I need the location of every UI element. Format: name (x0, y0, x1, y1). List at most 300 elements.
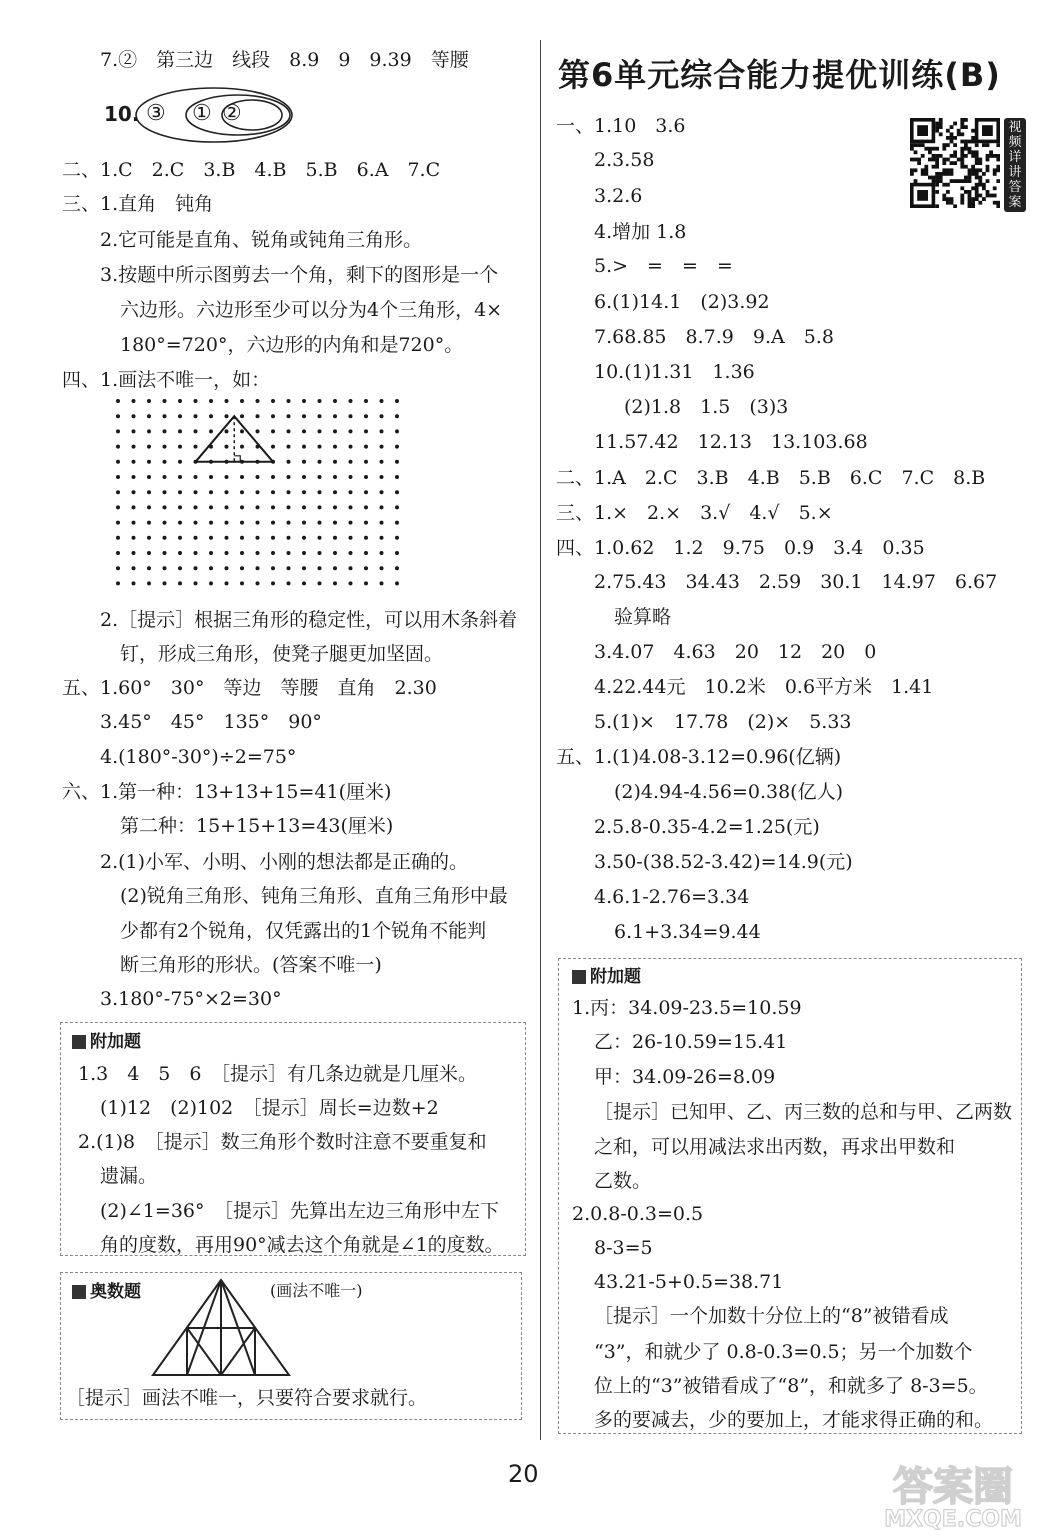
grid-dot (302, 536, 306, 540)
grid-dot (116, 505, 120, 509)
answer-line: 6.1+3.34=9.44 (614, 921, 761, 943)
grid-dot (271, 429, 275, 433)
grid-dot (147, 414, 151, 418)
grid-dot (240, 414, 244, 418)
extra-questions-title: 附加题 (90, 1032, 141, 1052)
qr-code-icon[interactable] (910, 118, 1000, 208)
extra-line: 多的要减去，少的要加上，才能求得正确的和。 (594, 1409, 994, 1431)
grid-dot (271, 551, 275, 555)
grid-dot (395, 581, 399, 585)
grid-dot (225, 414, 229, 418)
grid-dot (333, 581, 337, 585)
grid-dot (271, 536, 275, 540)
answer-line: 6.(1)14.1 (2)3.92 (594, 291, 770, 313)
grid-dot (240, 490, 244, 494)
grid-dot (132, 566, 136, 570)
extra-line: 1.丙：34.09-23.5=10.59 (572, 997, 802, 1019)
grid-dot (178, 505, 182, 509)
grid-dot (240, 505, 244, 509)
grid-dot (364, 445, 368, 449)
answer-line: 2.75.43 34.43 2.59 30.1 14.97 6.67 (594, 571, 998, 593)
answer-line: 验算略 (614, 606, 672, 628)
grid-dot (225, 475, 229, 479)
grid-dot (287, 414, 291, 418)
grid-dot (318, 551, 322, 555)
grid-dot (132, 521, 136, 525)
grid-dot (116, 475, 120, 479)
grid-dot (349, 581, 353, 585)
extra-line: ［提示］已知甲、乙、丙三数的总和与甲、乙两数 (594, 1101, 1013, 1123)
grid-dot (333, 460, 337, 464)
grid-dot (271, 490, 275, 494)
grid-dot (178, 414, 182, 418)
answer-line: 180°=720°，六边形的内角和是720°。 (120, 334, 464, 356)
grid-dot (318, 566, 322, 570)
answer-line: 5.(1)× 17.78 (2)× 5.33 (594, 711, 852, 733)
answer-line: 五、1.(1)4.08-3.12=0.96(亿辆) (556, 746, 842, 768)
grid-dot (178, 566, 182, 570)
grid-dot (209, 505, 213, 509)
venn-circle-outer: ③ (146, 101, 166, 126)
answer-line: 4.增加 1.8 (594, 221, 687, 243)
grid-dot (271, 581, 275, 585)
grid-dot (178, 536, 182, 540)
grid-dot (380, 581, 384, 585)
answer-line: 3.2.6 (594, 185, 643, 207)
grid-dot (225, 581, 229, 585)
grid-dot (349, 521, 353, 525)
answer-line: 二、1.A 2.C 3.B 4.B 5.B 6.C 7.C 8.B (556, 467, 986, 489)
grid-dot (333, 445, 337, 449)
grid-dot (380, 475, 384, 479)
answer-line: 钉，形成三角形，使凳子腿更加坚固。 (120, 643, 444, 665)
grid-dot (318, 414, 322, 418)
answer-line: 4.6.1-2.76=3.34 (594, 886, 750, 908)
grid-dot (349, 429, 353, 433)
q10-label: 10. (104, 102, 140, 126)
grid-dot (116, 399, 120, 403)
grid-dot (333, 490, 337, 494)
extra-line: 之和，可以用减法求出丙数，再求出甲数和 (594, 1136, 956, 1158)
grid-dot (194, 521, 198, 525)
grid-dot (287, 581, 291, 585)
section-marker-icon (572, 970, 586, 984)
grid-dot (364, 581, 368, 585)
grid-dot (302, 521, 306, 525)
answer-line: 7.② 第三边 线段 8.9 9 9.39 等腰 (100, 49, 469, 71)
grid-dot (116, 490, 120, 494)
grid-dot (209, 475, 213, 479)
grid-dot (225, 505, 229, 509)
grid-dot (147, 445, 151, 449)
column-divider (540, 40, 541, 1440)
grid-dot (349, 505, 353, 509)
watermark-logo (858, 1456, 1048, 1532)
grid-dot (132, 475, 136, 479)
grid-dot (318, 475, 322, 479)
grid-dot (194, 566, 198, 570)
answer-line: 第二种：15+15+13=43(厘米) (120, 815, 394, 837)
grid-dot (349, 566, 353, 570)
grid-dot (194, 429, 198, 433)
grid-dot (194, 475, 198, 479)
grid-dot (318, 490, 322, 494)
grid-dot (178, 475, 182, 479)
grid-dot (132, 414, 136, 418)
grid-dot (194, 536, 198, 540)
grid-dot (364, 475, 368, 479)
grid-dot (302, 460, 306, 464)
grid-dot (349, 536, 353, 540)
grid-dot (163, 460, 167, 464)
grid-dot (287, 566, 291, 570)
answer-line: 断三角形的形状。(答案不唯一) (120, 954, 382, 976)
grid-dot (380, 399, 384, 403)
grid-dot (225, 445, 229, 449)
grid-dot (364, 460, 368, 464)
page-number: 20 (508, 1460, 539, 1488)
answer-line: 10.(1)1.31 1.36 (594, 361, 755, 383)
extra-line: 8-3=5 (594, 1237, 653, 1259)
grid-dot (271, 566, 275, 570)
answer-line: 3.45° 45° 135° 90° (100, 711, 322, 733)
grid-dot (147, 429, 151, 433)
grid-dot (178, 445, 182, 449)
grid-dot (240, 445, 244, 449)
grid-dot (302, 551, 306, 555)
grid-dot (287, 536, 291, 540)
grid-dot (380, 566, 384, 570)
grid-dot (209, 490, 213, 494)
grid-dot (225, 551, 229, 555)
grid-dot (256, 566, 260, 570)
grid-dot (271, 445, 275, 449)
grid-dot (163, 429, 167, 433)
answer-line: 四、1.画法不唯一，如： (62, 369, 271, 391)
grid-dot (163, 445, 167, 449)
extra-line: (1)12 (2)102 ［提示］周长=边数+2 (100, 1097, 439, 1119)
grid-dot (132, 551, 136, 555)
grid-dot (256, 475, 260, 479)
extra-line: (2)∠1=36° ［提示］先算出左边三角形中左下 (100, 1200, 500, 1222)
answer-line: (2)1.8 1.5 (3)3 (624, 396, 789, 418)
extra-line: 乙：26-10.59=15.41 (594, 1031, 788, 1053)
grid-dot (225, 399, 229, 403)
grid-dot (395, 536, 399, 540)
venn-diagram (96, 84, 306, 146)
grid-dot (147, 551, 151, 555)
qr-label: 视频详讲答案 (1004, 118, 1026, 212)
grid-dot (256, 536, 260, 540)
grid-dot (194, 505, 198, 509)
grid-dot (116, 566, 120, 570)
grid-dot (333, 414, 337, 418)
grid-dot (132, 460, 136, 464)
grid-dot (302, 505, 306, 509)
grid-dot (209, 399, 213, 403)
extra-questions-title-right: 附加题 (590, 967, 641, 987)
grid-dot (209, 536, 213, 540)
grid-dot (116, 429, 120, 433)
grid-dot (318, 521, 322, 525)
grid-dot (163, 581, 167, 585)
grid-dot (116, 445, 120, 449)
grid-dot (364, 536, 368, 540)
grid-dot (256, 399, 260, 403)
answer-line: 一、1.10 3.6 (556, 115, 686, 137)
answer-line: 11.57.42 12.13 13.103.68 (594, 431, 868, 453)
grid-dot (194, 490, 198, 494)
venn-circle-inner: ② (222, 101, 242, 126)
grid-dot (147, 581, 151, 585)
grid-dot (147, 521, 151, 525)
grid-dot (380, 414, 384, 418)
olympiad-heading (72, 1277, 141, 1302)
section-marker-icon (72, 1285, 86, 1299)
grid-dot (395, 414, 399, 418)
grid-dot (349, 414, 353, 418)
extra-line: 位上的“3”被错看成了“8”，和就多了 8-3=5。 (594, 1375, 988, 1397)
grid-dot (132, 490, 136, 494)
grid-dot (318, 505, 322, 509)
grid-dot (256, 414, 260, 418)
answer-line: 2.3.58 (594, 149, 655, 171)
grid-dot (333, 551, 337, 555)
grid-dot (240, 429, 244, 433)
grid-dot (163, 566, 167, 570)
grid-dot (318, 445, 322, 449)
grid-dot (225, 536, 229, 540)
section-marker-icon (72, 1035, 86, 1049)
grid-dot (116, 536, 120, 540)
grid-dot (209, 414, 213, 418)
answer-line: 3.180°-75°×2=30° (100, 988, 282, 1010)
grid-dot (302, 445, 306, 449)
grid-dot (364, 521, 368, 525)
answer-line: 3.按题中所示图剪去一个角，剩下的图形是一个 (100, 264, 499, 286)
grid-dot (256, 551, 260, 555)
grid-dot (287, 399, 291, 403)
grid-dot (209, 566, 213, 570)
grid-dot (194, 551, 198, 555)
grid-dot (287, 490, 291, 494)
grid-dot (364, 551, 368, 555)
grid-dot (163, 551, 167, 555)
grid-dot (163, 505, 167, 509)
grid-dot (256, 521, 260, 525)
answer-line: 三、1.直角 钝角 (62, 193, 214, 215)
section-title: 第6单元综合能力提优训练(B) (558, 56, 1001, 94)
grid-dot (302, 429, 306, 433)
answer-line: 四、1.0.62 1.2 9.75 0.9 3.4 0.35 (556, 537, 925, 559)
answer-line: (2)4.94-4.56=0.38(亿人) (614, 781, 843, 803)
answer-line: 三、1.× 2.× 3.√ 4.√ 5.× (556, 502, 833, 524)
grid-dot (163, 536, 167, 540)
grid-dot (395, 521, 399, 525)
grid-dot (240, 399, 244, 403)
extra-line: 43.21-5+0.5=38.71 (594, 1271, 784, 1293)
grid-dot (116, 581, 120, 585)
grid-dot (178, 460, 182, 464)
extra-line: 2.(1)8 ［提示］数三角形个数时注意不要重复和 (78, 1131, 487, 1153)
grid-dot (271, 399, 275, 403)
grid-dot (318, 399, 322, 403)
grid-dot (380, 521, 384, 525)
grid-dot (349, 551, 353, 555)
grid-dot (256, 505, 260, 509)
grid-dot (333, 536, 337, 540)
grid-dot (287, 521, 291, 525)
grid-dot (256, 429, 260, 433)
answer-line: 2.它可能是直角、锐角或钝角三角形。 (100, 229, 423, 251)
answer-line: 少都有2个锐角，仅凭露出的1个锐角不能判 (120, 920, 487, 942)
grid-dot (163, 475, 167, 479)
grid-dot (194, 399, 198, 403)
grid-dot (395, 505, 399, 509)
grid-dot (287, 460, 291, 464)
answer-line: 7.68.85 8.7.9 9.A 5.8 (594, 326, 834, 348)
grid-dot (271, 475, 275, 479)
svg-text:MXQE.COM: MXQE.COM (884, 1507, 1022, 1532)
grid-dot (380, 490, 384, 494)
answer-line: 4.22.44元 10.2米 0.6平方米 1.41 (594, 676, 934, 698)
grid-dot (163, 399, 167, 403)
triangle-figure (150, 1278, 292, 1378)
grid-dot (116, 414, 120, 418)
grid-dot (147, 399, 151, 403)
answer-line: 五、1.60° 30° 等边 等腰 直角 2.30 (62, 677, 437, 699)
grid-dot (318, 429, 322, 433)
grid-dot (333, 429, 337, 433)
grid-dot (147, 475, 151, 479)
grid-dot (349, 475, 353, 479)
extra-line: 甲：34.09-26=8.09 (594, 1066, 776, 1088)
grid-dot (302, 475, 306, 479)
extra-line: 角的度数，再用90°减去这个角就是∠1的度数。 (100, 1234, 504, 1256)
extra-line: “3”，和就少了 0.8-0.3=0.5；另一个加数个 (594, 1341, 973, 1363)
grid-dot (395, 429, 399, 433)
olympiad-note: (画法不唯一) (270, 1281, 363, 1300)
grid-dot (333, 566, 337, 570)
grid-dot (178, 581, 182, 585)
grid-dot (256, 581, 260, 585)
grid-dot (395, 566, 399, 570)
grid-dot (194, 581, 198, 585)
grid-dot (240, 536, 244, 540)
grid-dot (132, 536, 136, 540)
extra-line: 2.0.8-0.3=0.5 (572, 1203, 704, 1225)
grid-dot (287, 429, 291, 433)
grid-dot (240, 551, 244, 555)
answer-line: 六边形。六边形至少可以分为4个三角形，4× (120, 299, 503, 321)
grid-dot (287, 445, 291, 449)
grid-dot (364, 414, 368, 418)
grid-dot (318, 460, 322, 464)
grid-dot (178, 551, 182, 555)
grid-dot (364, 429, 368, 433)
grid-dot (163, 414, 167, 418)
grid-dot (194, 414, 198, 418)
olympiad-tip: ［提示］画法不唯一，只要符合要求就行。 (66, 1387, 428, 1409)
grid-dot (116, 460, 120, 464)
grid-dot (271, 505, 275, 509)
grid-dot (380, 429, 384, 433)
answer-line: 3.50-(38.52-3.42)=14.9(元) (594, 851, 853, 873)
grid-dot (395, 551, 399, 555)
grid-dot (240, 521, 244, 525)
grid-dot (209, 581, 213, 585)
answer-line: 4.(180°-30°)÷2=75° (100, 746, 297, 768)
grid-dot (380, 551, 384, 555)
grid-dot (364, 566, 368, 570)
grid-dot (147, 566, 151, 570)
venn-circle-middle: ① (192, 101, 212, 126)
grid-dot (395, 399, 399, 403)
answer-line: 5.> = = = (594, 255, 733, 277)
grid-dot (147, 460, 151, 464)
grid-dot (380, 460, 384, 464)
extra-questions-heading-right (572, 962, 641, 987)
grid-dot (225, 566, 229, 570)
grid-dot (287, 551, 291, 555)
grid-dot (380, 505, 384, 509)
grid-dot (302, 566, 306, 570)
grid-dot (349, 399, 353, 403)
grid-dot (116, 521, 120, 525)
grid-dot (116, 551, 120, 555)
answer-line: 2.(1)小军、小明、小刚的想法都是正确的。 (100, 851, 469, 873)
grid-dot (287, 475, 291, 479)
grid-dot (333, 505, 337, 509)
grid-dot (333, 521, 337, 525)
olympiad-title: 奥数题 (90, 1282, 141, 1302)
grid-dot (302, 399, 306, 403)
grid-dot (132, 399, 136, 403)
extra-line: 1.3 4 5 6 ［提示］有几条边就是几厘米。 (78, 1063, 477, 1085)
extra-line: 乙数。 (594, 1170, 652, 1192)
grid-dot (302, 414, 306, 418)
grid-dot (178, 521, 182, 525)
grid-dot (225, 490, 229, 494)
grid-dot (240, 581, 244, 585)
grid-dot (178, 490, 182, 494)
grid-dot (349, 460, 353, 464)
grid-dot (271, 521, 275, 525)
grid-dot (209, 551, 213, 555)
grid-dot (333, 399, 337, 403)
grid-dot (240, 475, 244, 479)
grid-dot (132, 581, 136, 585)
answer-line: 六、1.第一种：13+13+15=41(厘米) (62, 781, 392, 803)
grid-dot (271, 414, 275, 418)
grid-dot (349, 445, 353, 449)
grid-dot (256, 490, 260, 494)
grid-dot (395, 475, 399, 479)
grid-dot (364, 490, 368, 494)
grid-dot (302, 490, 306, 494)
answer-line: 2.5.8-0.35-4.2=1.25(元) (594, 816, 820, 838)
grid-dot (178, 429, 182, 433)
grid-dot (395, 490, 399, 494)
grid-dot (147, 505, 151, 509)
answer-line: 二、1.C 2.C 3.B 4.B 5.B 6.A 7.C (62, 159, 441, 181)
grid-dot (349, 490, 353, 494)
grid-dot (209, 429, 213, 433)
grid-dot (163, 490, 167, 494)
answer-line: 3.4.07 4.63 20 12 20 0 (594, 641, 877, 663)
grid-dot (380, 536, 384, 540)
grid-dot (395, 460, 399, 464)
